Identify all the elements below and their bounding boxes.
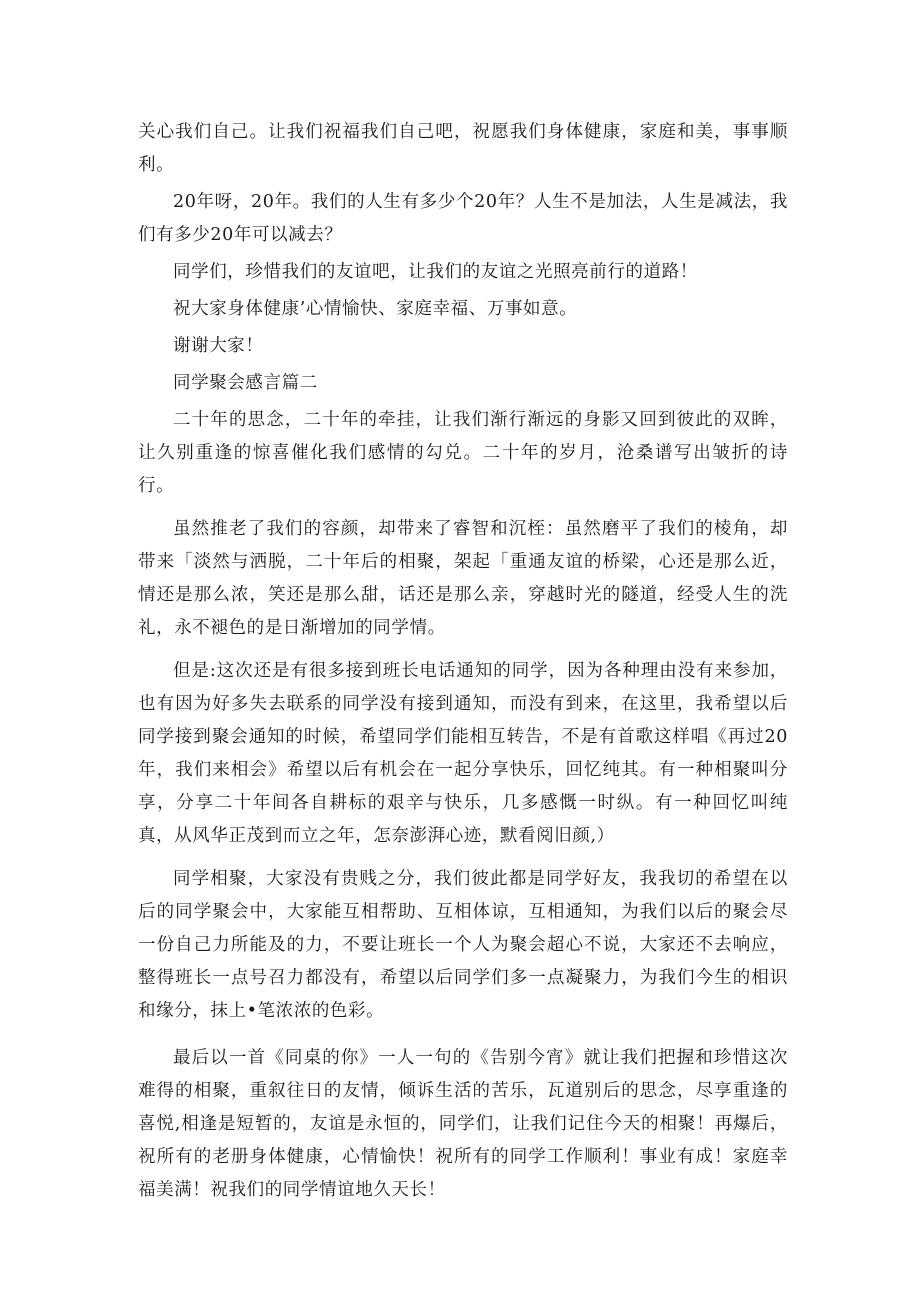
section-heading: 同学聚会感言篇二 (173, 373, 318, 393)
paragraph-10: 最后以一首《同桌的你》一人一句的《告别今宵》就让我们把握和珍惜这次难得的相聚，重叙往日的友情，倾诉生活的苦乐，瓦道别后的思念，尽享重逢的喜悦,相逢是短暂的，友谊是永恒的，同学们，让我们记住今天的相聚！再爆后，祝所有的老册身体健康，心情愉快！祝所有的同学工作顺利！事业有成！家庭幸福美满！祝我们的同学情谊地久天长！ (138, 1048, 788, 1200)
paragraph-9: 同学相聚，大家没有贵贱之分，我们彼此都是同学好友，我我切的希望在以后的同学聚会中，大家能互相帮助、互相体谅，互相通知，为我们以后的聚会尽一份自己力所能及的力，不要让班长一个人为聚会超心不说，大家还不去响应，整得班长一点号召力都没有，希望以后同学们多一点凝聚力，为我们今生的相识和缘分，抹上•笔浓浓的色彩。 (138, 869, 788, 1021)
document-body (138, 116, 788, 1207)
paragraph-2: 20年呀，20年。我们的人生有多少个20年？人生不是加法，人生是减法，我们有多少20年可以减去？ (138, 192, 788, 245)
paragraph-5: 谢谢大家！ (173, 336, 264, 356)
paragraph-1: 关心我们自己。让我们祝福我们自己吧，祝愿我们身体健康，家庭和美，事事顺利。 (138, 122, 788, 175)
paragraph-3: 同学们，珍惜我们的友谊吧，让我们的友谊之光照亮前行的道路！ (173, 262, 698, 282)
paragraph-4: 祝大家身体健康’心情愉快、家庭幸福、万事如意。 (173, 299, 578, 319)
paragraph-8: 但是:这次还是有很多接到班长电话通知的同学，因为各种理由没有来参加，也有因为好多失去联系的同学没有接到通知，而没有到来，在这里，我希望以后同学接到聚会通知的时候，希望同学们能相互转告，不是有首歌这样唱《再过20年，我们来相会》希望以后有机会在一起分享快乐，回忆纯其。有一种相聚叫分享，分享二十年间各自耕标的艰辛与快乐，几多感慨一时纵。有一种回忆叫纯真，从风华正茂到而立之年，怎奈澎湃心迹，默看阅旧颜,） (138, 661, 788, 846)
paragraph-7: 虽然推老了我们的容颜，却带来了睿智和沉桎：虽然磨平了我们的棱角，却带来「淡然与洒脱，二十年后的相聚，架起「重通友谊的桥梁，心还是那么近，情还是那么浓，笑还是那么甜，话还是那么亲，穿越时光的隧道，经受人生的洗礼，永不褪色的是日渐增加的同学情。 (138, 519, 788, 638)
paragraph-6: 二十年的思念，二十年的牵挂，让我们渐行渐远的身影又回到彼此的双眸，让久别重逢的惊喜催化我们感情的勾兑。二十年的岁月，沧桑谱写出皱折的诗行。 (138, 410, 788, 496)
